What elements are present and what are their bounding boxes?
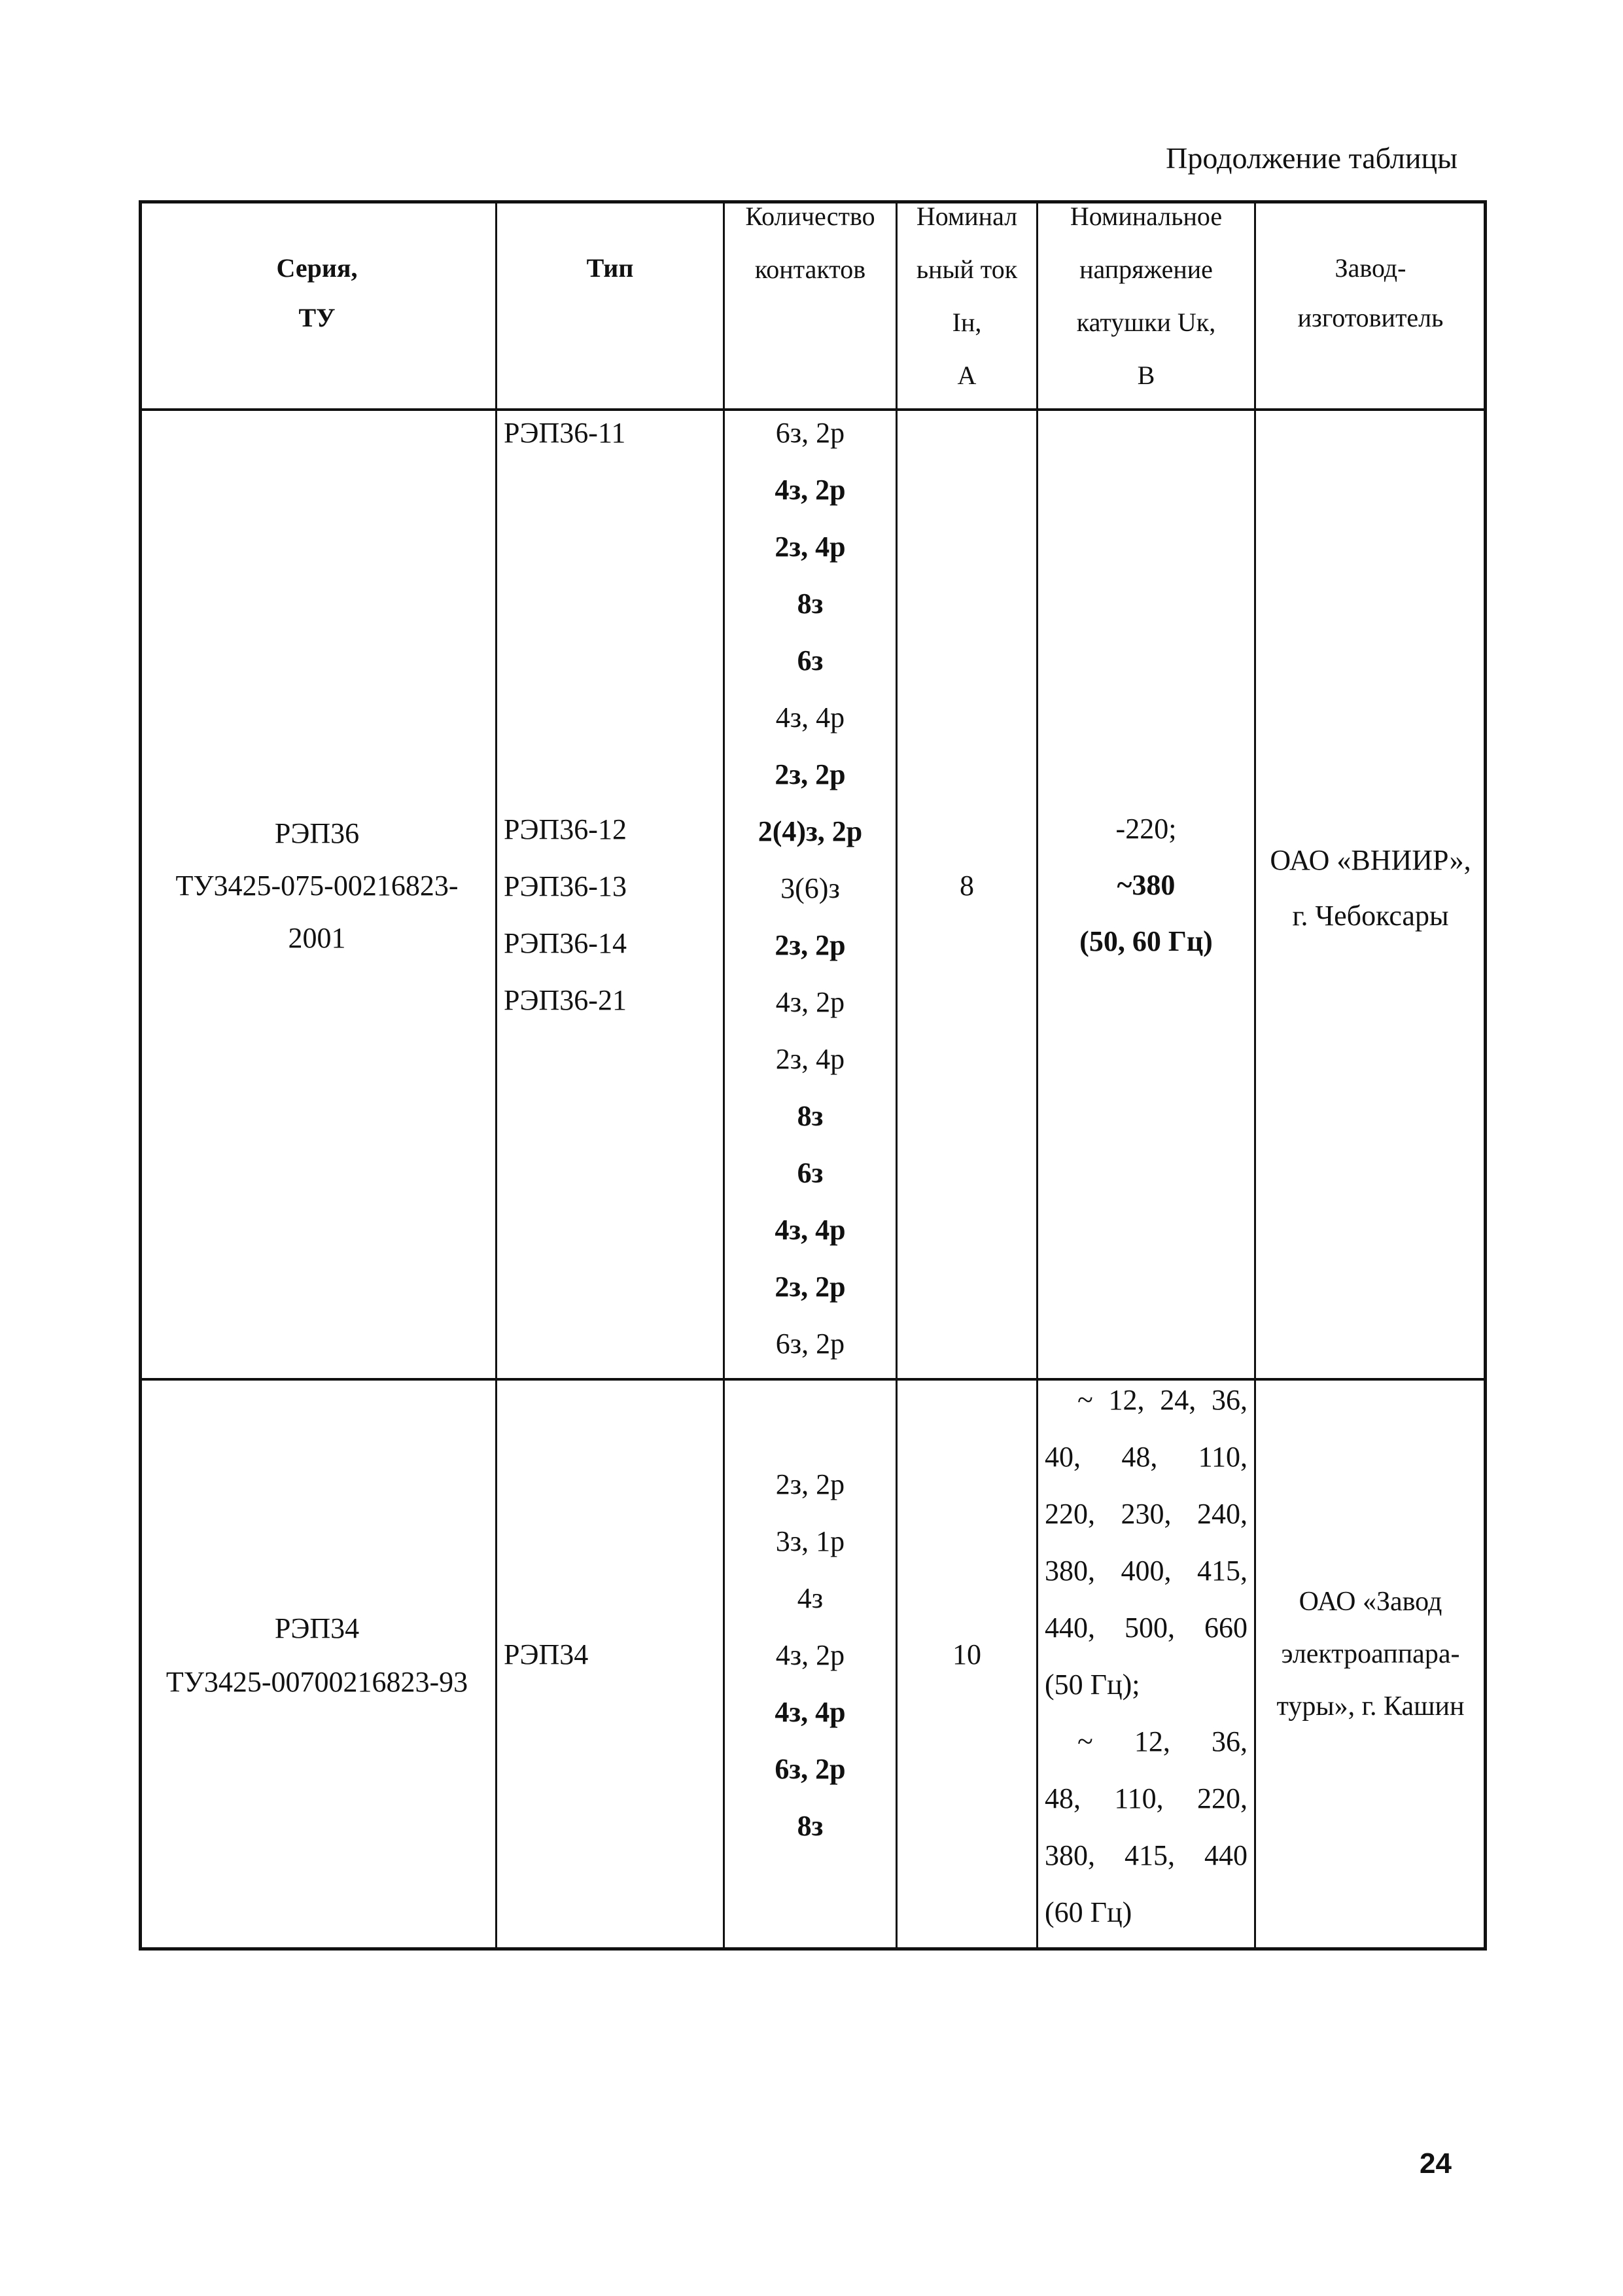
- cell-line: Серия,: [276, 253, 358, 283]
- cell-line: Номинал: [916, 202, 1018, 231]
- cell-line: 2з, 4р: [775, 531, 846, 563]
- cell-line: контактов: [754, 255, 866, 284]
- cell-line: 2001: [288, 922, 346, 954]
- cell-line: (50, 60 Гц): [1079, 925, 1213, 957]
- row1-current: [898, 857, 1036, 914]
- cell-line: 2з, 2р: [775, 1271, 846, 1303]
- cell-line: г. Чебоксары: [1292, 900, 1449, 932]
- row1-voltage: [1038, 801, 1254, 970]
- header-type: [497, 243, 723, 293]
- cell-line: 6з: [797, 645, 824, 677]
- cell-line: 440, 500, 660: [1045, 1612, 1248, 1644]
- row1-type-rest: [504, 801, 627, 1029]
- cell-line: 8: [960, 870, 974, 902]
- cell-line: 10: [952, 1638, 981, 1670]
- row1-series: [139, 807, 495, 964]
- cell-line: 2з, 4р: [775, 1043, 845, 1075]
- cell-line: Количество: [745, 202, 875, 231]
- header-voltage: [1038, 190, 1254, 402]
- cell-line: ~ 12, 36,: [1077, 1725, 1248, 1757]
- cell-line: изготовитель: [1297, 303, 1444, 332]
- cell-line: РЭП36-12: [504, 813, 627, 845]
- cell-line: РЭП36-11: [504, 417, 626, 449]
- cell-line: 2(4)з, 2р: [758, 815, 863, 847]
- row-divider: [139, 1378, 1487, 1381]
- cell-line: (50 Гц);: [1045, 1669, 1140, 1701]
- cell-line: 3з, 1р: [775, 1525, 845, 1557]
- cell-line: РЭП34: [274, 1612, 360, 1644]
- cell-line: 4з, 2р: [775, 1639, 845, 1671]
- cell-line: ОАО «ВНИИР»,: [1270, 844, 1471, 876]
- row2-current: [898, 1626, 1036, 1683]
- row2-series: [139, 1602, 495, 1709]
- cell-line: электроаппара-: [1281, 1639, 1460, 1669]
- cell-line: 40, 48, 110,: [1045, 1441, 1248, 1473]
- cell-line: -220;: [1115, 813, 1177, 845]
- cell-line: 2з, 2р: [775, 929, 846, 961]
- cell-line: ТУ3425-075-00216823-: [175, 870, 459, 902]
- cell-line: 8з: [797, 1100, 824, 1132]
- cell-line: катушки Uк,: [1076, 308, 1216, 337]
- cell-line: 6з, 2р: [775, 1753, 846, 1785]
- column-divider: [495, 200, 497, 1951]
- cell-line: 220, 230, 240,: [1045, 1498, 1248, 1530]
- cell-line: 4з, 2р: [775, 474, 846, 506]
- cell-line: 4з, 4р: [775, 1696, 846, 1728]
- cell-line: 6з, 2р: [775, 417, 845, 449]
- row2-type: [504, 1626, 588, 1683]
- cell-line: туры», г. Кашин: [1276, 1691, 1465, 1722]
- header-series: [139, 243, 495, 343]
- page-number: 24: [1420, 2147, 1452, 2180]
- cell-line: (60 Гц): [1045, 1896, 1132, 1928]
- cell-line: 380, 415, 440: [1045, 1839, 1248, 1871]
- row2-contacts: [725, 1456, 896, 1854]
- cell-line: 4з, 2р: [775, 986, 845, 1018]
- cell-line: 48, 110, 220,: [1045, 1782, 1248, 1814]
- cell-line: 4з, 4р: [775, 1214, 846, 1246]
- cell-line: РЭП36: [274, 817, 360, 849]
- cell-line: 6з: [797, 1157, 824, 1189]
- cell-line: 6з, 2р: [775, 1328, 845, 1360]
- cell-line: РЭП36-21: [504, 984, 627, 1016]
- cell-line: Номинальное: [1070, 202, 1223, 231]
- cell-line: В: [1137, 361, 1155, 390]
- row1-contacts: [725, 404, 896, 1372]
- cell-line: 4з: [797, 1582, 824, 1614]
- header-current: [898, 190, 1036, 402]
- column-divider: [1036, 200, 1038, 1951]
- cell-line: ~380: [1117, 869, 1176, 901]
- cell-line: Iн,: [952, 308, 982, 337]
- row2-voltage: [1045, 1371, 1248, 1941]
- page-title: Продолжение таблицы: [1166, 141, 1457, 175]
- row1-manufacturer: [1256, 832, 1485, 944]
- cell-line: ОАО «Завод: [1299, 1587, 1442, 1617]
- cell-line: А: [957, 361, 977, 390]
- cell-line: напряжение: [1079, 255, 1213, 284]
- cell-line: 8з: [797, 588, 824, 620]
- cell-line: 3(6)з: [780, 872, 840, 904]
- cell-line: РЭП36-14: [504, 927, 627, 959]
- cell-line: ьный ток: [916, 255, 1018, 284]
- cell-line: 380, 400, 415,: [1045, 1555, 1248, 1587]
- header-contacts: [725, 190, 896, 296]
- cell-line: Завод-: [1335, 253, 1406, 283]
- header-manufacturer: [1256, 243, 1485, 343]
- row2-manufacturer: [1256, 1576, 1485, 1733]
- column-divider: [896, 200, 898, 1951]
- cell-line: ТУ3425-00700216823-93: [166, 1666, 468, 1698]
- cell-line: 4з, 4р: [775, 701, 845, 733]
- cell-line: 2з, 2р: [775, 1468, 845, 1500]
- cell-line: ТУ: [298, 303, 336, 332]
- cell-line: ~ 12, 24, 36,: [1077, 1384, 1248, 1416]
- cell-line: Тип: [586, 253, 634, 283]
- cell-line: 8з: [797, 1810, 824, 1842]
- row1-type-first: [504, 404, 625, 461]
- cell-line: РЭП36-13: [504, 870, 627, 902]
- cell-line: 2з, 2р: [775, 758, 846, 790]
- cell-line: РЭП34: [504, 1638, 589, 1670]
